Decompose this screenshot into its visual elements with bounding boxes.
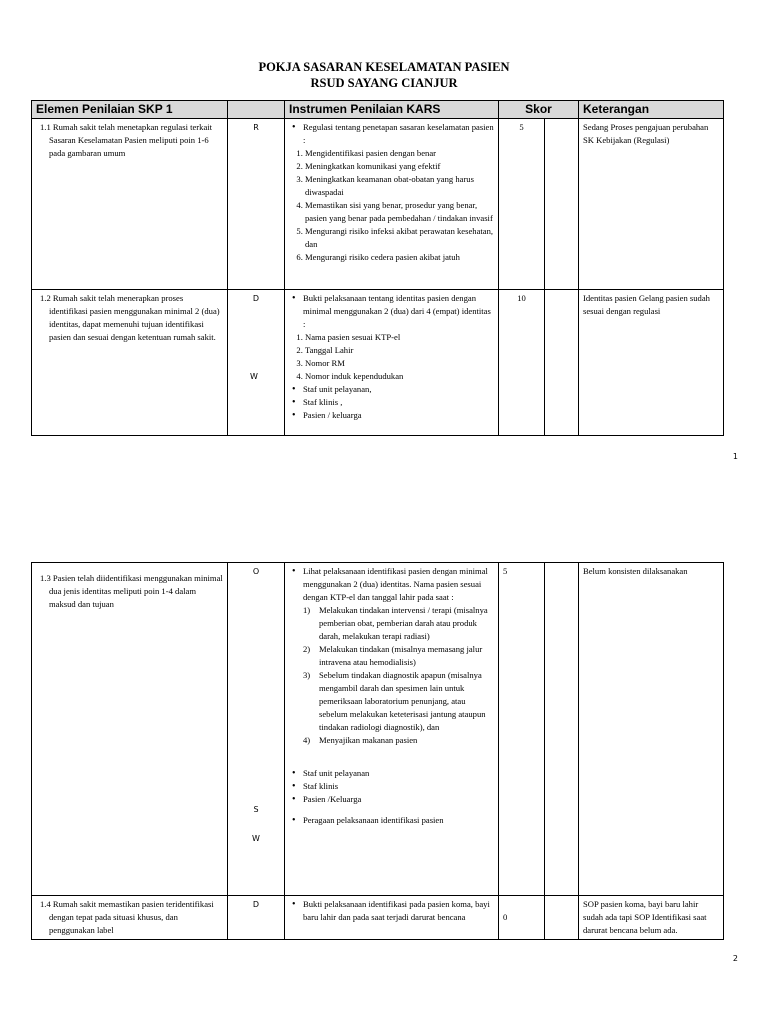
page-number: 2 [732,954,738,963]
score-extra-cell [545,896,579,940]
score-extra-cell [545,290,579,436]
document-title: POKJA SASARAN KESELAMATAN PASIEN [258,60,510,74]
element-cell [32,119,228,290]
element-cell [32,290,228,436]
list-item: 5. Mengurangi risiko infeksi akibat perawatan kesehatan, dan [305,225,494,251]
element-text: 1.3 Pasien telah diidentifikasi menggunakan minimal dua jenis identitas meliputi poin 1-4 dalam maksud dan tujuan [40,573,223,609]
element-text: 1.1 Rumah sakit telah menetapkan regulasi terkait Sasaran Keselamatan Pasien meliputi poin 1-6 pada gambaran umum [40,122,213,158]
score-value: 5 [519,122,524,132]
instrument-intro: • Lihat pelaksanaan identifikasi pasien dengan minimal menggunakan 2 (dua) identitas. Nama pasien sesuai dengan KTP-el dan tanggal lahir pada saat : [303,565,494,604]
assessment-table-page2 [31,562,724,940]
list-item: 3. Meningkatkan keamanan obat-obatan yang harus diwaspadai [305,173,494,199]
note-text: Sedang Proses pengajuan perubahan SK Kebijakan (Regulasi) [583,122,709,145]
code-label: D [252,900,260,909]
code-label: D [252,294,260,303]
col-header-instrument: Instrumen Penilaian KARS [285,101,499,119]
note-cell [579,290,724,436]
code-cell [228,119,285,290]
list-item: 3. Nomor RM [305,357,494,370]
code-label: R [253,123,259,132]
element-text: 1.2 Rumah sakit telah menerapkan proses identifikasi pasien menggunakan minimal 2 (dua) identitas, dapat memenuhi tujuan identifikasi pasien dan sesuai dengan ketentuan rumah sakit. [40,293,220,342]
score-cell [499,563,545,896]
note-text: Identitas pasien Gelang pasien sudah sesuai dengan regulasi [583,293,710,316]
instrument-list [289,147,494,264]
col-header-note: Keterangan [579,101,724,119]
code-cell [228,290,285,436]
list-item: • Staf unit pelayanan [303,767,494,780]
instrument-evidence: • Bukti pelaksanaan identifikasi pada pasien koma, bayi baru lahir dan pada saat terjadi darurat bencana [303,898,494,924]
simulation-item: • Peragaan pelaksanaan identifikasi pasien [303,814,494,827]
list-item: 6. Mengurangi risiko cedera pasien akibat jatuh [305,251,494,264]
note-cell [579,119,724,290]
instrument-cell [285,563,499,896]
code-label: W [252,834,260,843]
list-item: 1. Mengidentifikasi pasien dengan benar [305,147,494,160]
score-cell [499,896,545,940]
col-header-code [228,101,285,119]
list-item: • Staf klinis [303,780,494,793]
code-cell [228,563,285,896]
list-item: 2. Tanggal Lahir [305,344,494,357]
instrument-list [289,331,494,383]
list-item: 2) Melakukan tindakan (misalnya memasang jalur intravena atau hemodialisis) [303,644,483,667]
element-text: 1.4 Rumah sakit memastikan pasien teridentifikasi dengan tepat pada situasi khusus, dan penggunakan label [40,899,214,935]
table-row [32,119,724,290]
col-header-element: Elemen Penilaian SKP 1 [32,101,228,119]
list-item: 2. Meningkatkan komunikasi yang efektif [305,160,494,173]
table-row [32,563,724,896]
code-label: W [250,372,258,381]
list-item: • Pasien /Keluarga [303,793,494,806]
list-item: 1) Melakukan tindakan intervensi / terapi (misalnya pemberian obat, pemberian darah atau produk darah, melakukan terapi radiasi) [303,605,488,641]
score-value: 5 [503,566,508,576]
note-text: Belum konsisten dilaksanakan [583,566,688,576]
assessment-table-page1 [31,100,724,436]
col-header-score: Skor [499,101,579,119]
element-cell [32,896,228,940]
instrument-intro: • Bukti pelaksanaan tentang identitas pasien dengan minimal menggunakan 2 (dua) dari 4 (empat) identitas : [303,292,494,331]
code-label: S [253,805,259,814]
score-value: 0 [503,912,508,922]
list-item: 1. Nama pasien sesuai KTP-el [305,331,494,344]
instrument-cell [285,290,499,436]
note-cell [579,563,724,896]
instrument-list [289,604,494,747]
staff-list [289,767,494,806]
list-item: 3) Sebelum tindakan diagnostik apapun (misalnya mengambil darah dan spesimen lain untuk pemeriksaan laboratorium penunjang, atau sebelum melakukan keteterisasi jantung ataupun tindakan radiologi diagnostik), dan [303,670,486,732]
score-cell [499,119,545,290]
list-item: 4. Nomor induk kependudukan [305,370,494,383]
instrument-intro: • Regulasi tentang penetapan sasaran keselamatan pasien : [303,121,494,147]
header-row [32,101,724,119]
list-item: • Pasien / keluarga [303,409,494,422]
page-number: 1 [732,452,738,461]
code-cell [228,896,285,940]
list-item: • Staf klinis , [303,396,494,409]
list-item: 4) Menyajikan makanan pasien [303,735,418,745]
instrument-cell [285,896,499,940]
table-row [32,290,724,436]
staff-list [289,383,494,422]
code-label: O [252,567,260,576]
score-cell [499,290,545,436]
hospital-name: RSUD SAYANG CIANJUR [310,76,458,90]
list-item: • Staf unit pelayanan, [303,383,494,396]
element-cell [32,563,228,896]
note-text: SOP pasien koma, bayi baru lahir sudah ada tapi SOP Identifikasi saat darurat bencana belum ada. [583,899,707,935]
note-cell [579,896,724,940]
score-extra-cell [545,563,579,896]
score-value: 10 [517,293,526,303]
list-item: 4. Memastikan sisi yang benar, prosedur yang benar, pasien yang benar pada pembedahan / tindakan invasif [305,199,494,225]
instrument-cell [285,119,499,290]
table-row [32,896,724,940]
score-extra-cell [545,119,579,290]
